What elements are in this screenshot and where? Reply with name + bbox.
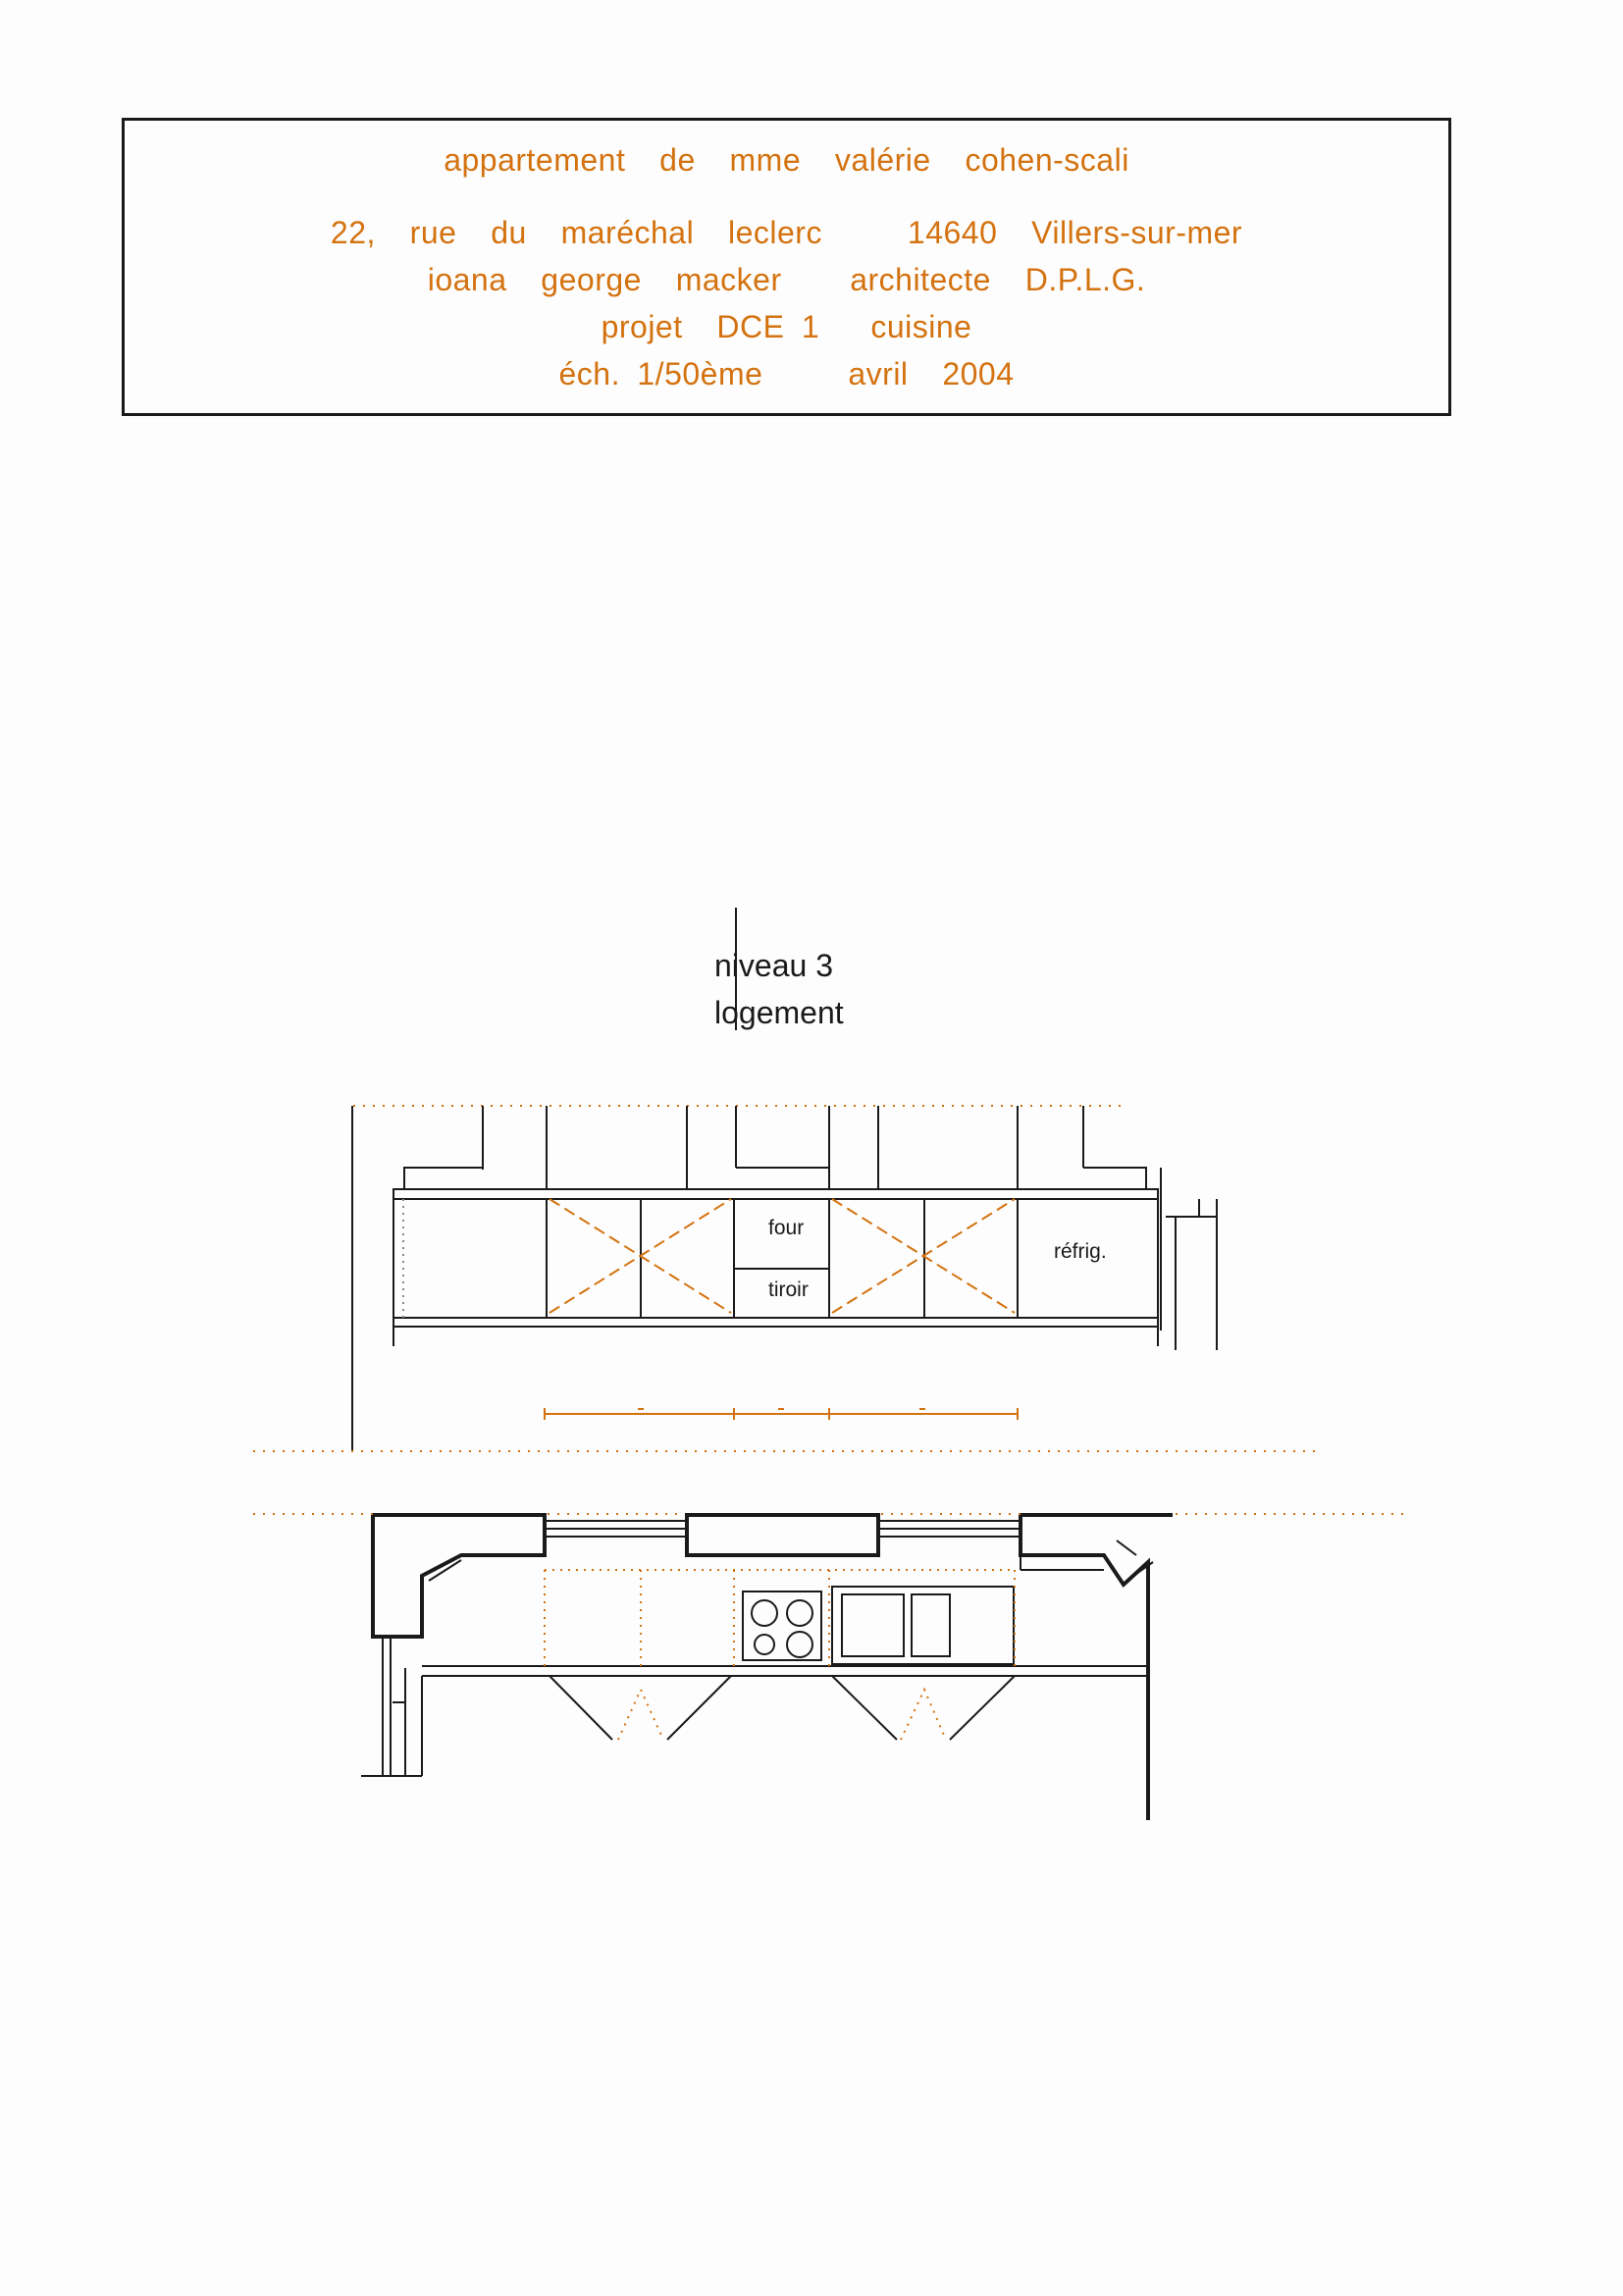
drawer-label: tiroir xyxy=(768,1278,809,1301)
level-use: logement xyxy=(714,995,844,1030)
architect-name: ioana george macker architecte D.P.L.G. xyxy=(427,262,1146,297)
level-number: niveau 3 xyxy=(714,948,833,983)
scale-and-date: éch. 1/50ème avril 2004 xyxy=(558,356,1015,391)
project-phase: projet DCE 1 cuisine xyxy=(601,309,972,344)
dimension-line xyxy=(545,1408,1018,1420)
project-owner: appartement de mme valérie cohen-scali xyxy=(444,142,1129,178)
project-address: 22, rue du maréchal leclerc 14640 Villers-sur-mer xyxy=(330,215,1243,250)
fridge-label: réfrig. xyxy=(1054,1240,1107,1263)
kitchen-plan xyxy=(361,1515,1173,1820)
oven-label: four xyxy=(768,1217,805,1239)
